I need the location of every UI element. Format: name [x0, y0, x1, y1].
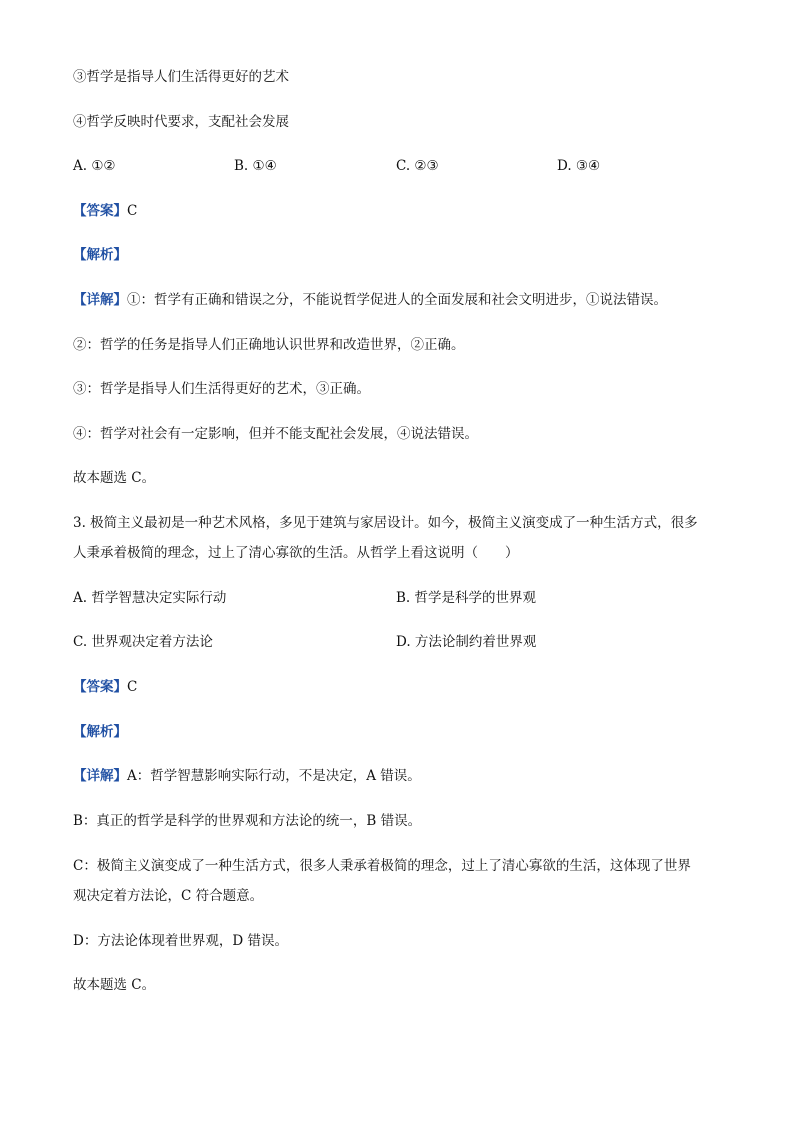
answer-tag: 【答案】 [73, 679, 127, 695]
detail-line-4: ④：哲学对社会有一定影响，但并不能支配社会发展，④说法错误。 [73, 426, 478, 442]
stem-line-1: 3. 极简主义最初是一种艺术风格，多见于建筑与家居设计。如今，极简主义演变成了一种生活方式，很多 [73, 515, 698, 531]
answer-value: C [127, 679, 138, 695]
detail-line-c1: C：极简主义演变成了一种生活方式，很多人秉承着极简的理念，过上了清心寡欲的生活，这体现了世界 [73, 858, 691, 874]
detail-line-d: D：方法论体现着世界观，D 错误。 [73, 933, 288, 949]
answer-value: C [127, 203, 138, 219]
detail-tag: 【详解】 [73, 292, 127, 308]
option-d: D. ③④ [557, 158, 601, 174]
conclusion: 故本题选 C。 [73, 470, 156, 486]
conclusion: 故本题选 C。 [73, 977, 156, 993]
option-d: D. 方法论制约着世界观 [396, 634, 537, 650]
analysis-tag: 【解析】 [73, 724, 127, 740]
answer-line [73, 678, 137, 696]
detail-line-c2: 观决定着方法论，C 符合题意。 [73, 888, 264, 904]
option-b: B. ①④ [234, 158, 277, 174]
option-a: A. ①② [73, 158, 116, 174]
detail-line-b: B：真正的哲学是科学的世界观和方法论的统一，B 错误。 [73, 813, 422, 829]
answer-tag: 【答案】 [73, 203, 127, 219]
option-c: C. 世界观决定着方法论 [73, 634, 213, 650]
detail-line-2: ②：哲学的任务是指导人们正确地认识世界和改造世界，②正确。 [73, 337, 465, 353]
option-a: A. 哲学智慧决定实际行动 [73, 590, 227, 606]
option-b: B. 哲学是科学的世界观 [396, 590, 537, 606]
detail-text: A：哲学智慧影响实际行动，不是决定，A 错误。 [127, 768, 421, 784]
detail-line-1 [73, 291, 667, 309]
statement-4: ④哲学反映时代要求，支配社会发展 [73, 114, 289, 130]
detail-line-a [73, 767, 421, 785]
detail-text: ①：哲学有正确和错误之分，不能说哲学促进人的全面发展和社会文明进步，①说法错误。 [127, 292, 667, 308]
detail-tag: 【详解】 [73, 768, 127, 784]
option-c: C. ②③ [396, 158, 439, 174]
stem-line-2: 人秉承着极简的理念，过上了清心寡欲的生活。从哲学上看这说明（ ） [73, 545, 519, 561]
answer-line [73, 202, 137, 220]
statement-3: ③哲学是指导人们生活得更好的艺术 [73, 69, 289, 85]
analysis-tag: 【解析】 [73, 247, 127, 263]
detail-line-3: ③：哲学是指导人们生活得更好的艺术，③正确。 [73, 381, 370, 397]
